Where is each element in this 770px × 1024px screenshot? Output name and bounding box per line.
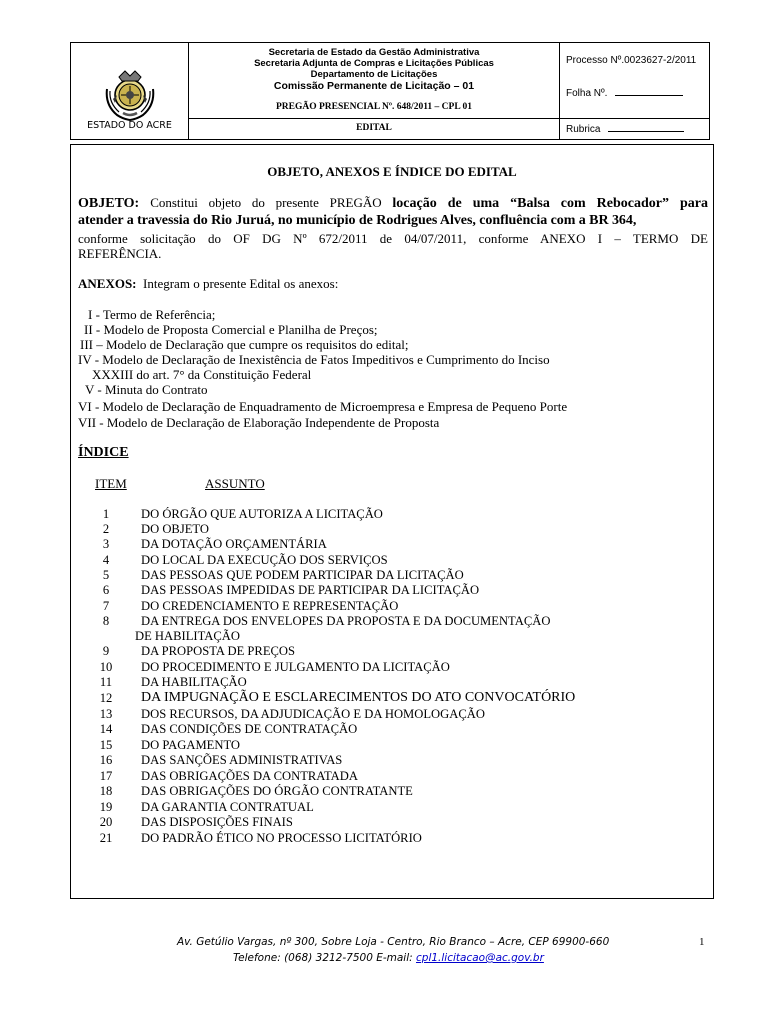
header-line-3: Departamento de Licitações [310,69,438,80]
index-entry: DA DOTAÇÃO ORÇAMENTÁRIA [141,537,327,551]
logo-cell [71,43,189,139]
index-entry: DA GARANTIA CONTRATUAL [141,800,314,814]
index-number: 1 [102,507,110,521]
index-entry: DAS PESSOAS QUE PODEM PARTICIPAR DA LICITAÇÃO [141,568,464,582]
index-number: 8 [102,614,110,628]
index-entry: DAS SANÇÕES ADMINISTRATIVAS [141,753,343,767]
footer-contact [233,952,544,964]
index-number: 12 [99,691,113,705]
anexo-item: I - Termo de Referência; [88,307,216,322]
header-line-1: Secretaria de Estado da Gestão Administrativa [268,47,480,58]
index-entry: DO PADRÃO ÉTICO NO PROCESSO LICITATÓRIO [141,831,422,845]
index-number: 2 [102,522,110,536]
index-number: 4 [102,553,110,567]
index-entry: DO PAGAMENTO [141,738,241,752]
header-line-4: Comissão Permanente de Licitação – 01 [273,80,475,92]
process-number: Processo Nº.0023627-2/2011 [566,55,697,66]
index-entry-continuation: DE HABILITAÇÃO [135,629,240,643]
page-number: 1 [699,936,705,948]
process-divider [560,118,709,119]
index-number: 14 [99,722,113,736]
index-entry: DA ENTREGA DOS ENVELOPES DA PROPOSTA E DA DOCUMENTAÇÃO [141,614,551,628]
anexo-item: VI - Modelo de Declaração de Enquadramento de Microempresa e Empresa de Pequeno Porte [78,399,568,414]
header-title-cell [189,43,560,139]
objeto-text-1: Constitui objeto do presente PREGÃO [150,195,393,210]
index-number: 5 [102,568,110,582]
index-number: 11 [99,675,113,689]
header-line-6: EDITAL [356,123,392,133]
index-number: 3 [102,537,110,551]
index-entry: DA HABILITAÇÃO [141,675,247,689]
anexos-intro [78,276,338,292]
objeto-label: OBJETO: [78,196,140,211]
anexos-text: Integram o presente Edital os anexos: [143,276,339,291]
anexos-label: ANEXOS: [78,276,137,291]
index-number: 21 [99,831,113,845]
state-seal-icon [101,65,159,123]
anexo-item: II - Modelo de Proposta Comercial e Planilha de Preços; [84,322,378,337]
index-entry: DO OBJETO [141,522,209,536]
header-divider [189,118,559,119]
rubrica-label: Rubrica [566,124,601,135]
index-entry: DA IMPUGNAÇÃO E ESCLARECIMENTOS DO ATO CONVOCATÓRIO [141,690,576,705]
index-number: 13 [99,707,113,721]
index-number: 16 [99,753,113,767]
folha-blank [615,86,683,96]
rubrica-blank [608,122,684,132]
footer-address: Av. Getúlio Vargas, nº 300, Sobre Loja - Centro, Rio Branco – Acre, CEP 69900-660 [177,936,610,948]
index-number: 18 [99,784,113,798]
anexo-item: III – Modelo de Declaração que cumpre os requisitos do edital; [80,337,409,352]
index-number: 15 [99,738,113,752]
objeto-line-2: atender a travessia do Rio Juruá, no município de Rodrigues Alves, confluência com a BR 364, [78,213,637,228]
index-entry: DAS CONDIÇÕES DE CONTRATAÇÃO [141,722,358,736]
document-header [70,42,710,140]
index-entry: DO CREDENCIAMENTO E REPRESENTAÇÃO [141,599,399,613]
index-number: 7 [102,599,110,613]
section-title: OBJETO, ANEXOS E ÍNDICE DO EDITAL [267,164,517,179]
index-entry: DA PROPOSTA DE PREÇOS [141,644,296,658]
anexo-item: VII - Modelo de Declaração de Elaboração Independente de Proposta [78,415,440,430]
index-entry: DAS OBRIGAÇÕES DO ÓRGÃO CONTRATANTE [141,784,413,798]
index-number: 17 [99,769,113,783]
folha-label: Folha Nº. [566,88,608,99]
objeto-bold-1: locação de uma “Balsa com Rebocador” para [392,196,708,211]
col-assunto-header: ASSUNTO [205,476,265,491]
header-line-2: Secretaria Adjunta de Compras e Licitações Públicas [254,58,494,69]
objeto-line-1 [78,195,708,212]
anexo-item-continuation: XXXIII do art. 7° da Constituição Federal [92,367,312,382]
index-entry: DAS PESSOAS IMPEDIDAS DE PARTICIPAR DA LICITAÇÃO [141,583,480,597]
rubrica-field [566,122,684,135]
index-number: 6 [102,583,110,597]
objeto-line-4: REFERÊNCIA. [78,246,162,261]
index-entry: DO PROCEDIMENTO E JULGAMENTO DA LICITAÇÃO [141,660,450,674]
folha-field [566,86,683,99]
index-entry: DOS RECURSOS, DA ADJUDICAÇÃO E DA HOMOLOGAÇÃO [141,707,485,721]
footer-phone: Telefone: (068) 3212-7500 E-mail: [233,952,413,964]
anexo-item: V - Minuta do Contrato [85,382,208,397]
anexo-item: IV - Modelo de Declaração de Inexistência de Fatos Impeditivos e Cumprimento do Inciso [78,352,550,367]
process-cell [560,43,709,139]
indice-heading: ÍNDICE [78,445,129,460]
edital-body [70,144,714,899]
index-number: 19 [99,800,113,814]
index-entry: DAS DISPOSIÇÕES FINAIS [141,815,293,829]
footer-email-link[interactable]: cpl1.licitacao@ac.gov.br [416,952,544,964]
index-number: 10 [99,660,113,674]
index-entry: DO ÓRGÃO QUE AUTORIZA A LICITAÇÃO [141,507,383,521]
index-entry: DO LOCAL DA EXECUÇÃO DOS SERVIÇOS [141,553,388,567]
index-number: 9 [102,644,110,658]
index-entry: DAS OBRIGAÇÕES DA CONTRATADA [141,769,358,783]
col-item-header: ITEM [95,476,127,491]
index-number: 20 [99,815,113,829]
header-line-5: PREGÃO PRESENCIAL Nº. 648/2011 – CPL 01 [275,102,473,112]
state-label: ESTADO DO ACRE [87,120,172,131]
objeto-line-3: conforme solicitação do OF DG Nº 672/2011 de 04/07/2011, conforme ANEXO I – TERMO DE [78,231,708,246]
